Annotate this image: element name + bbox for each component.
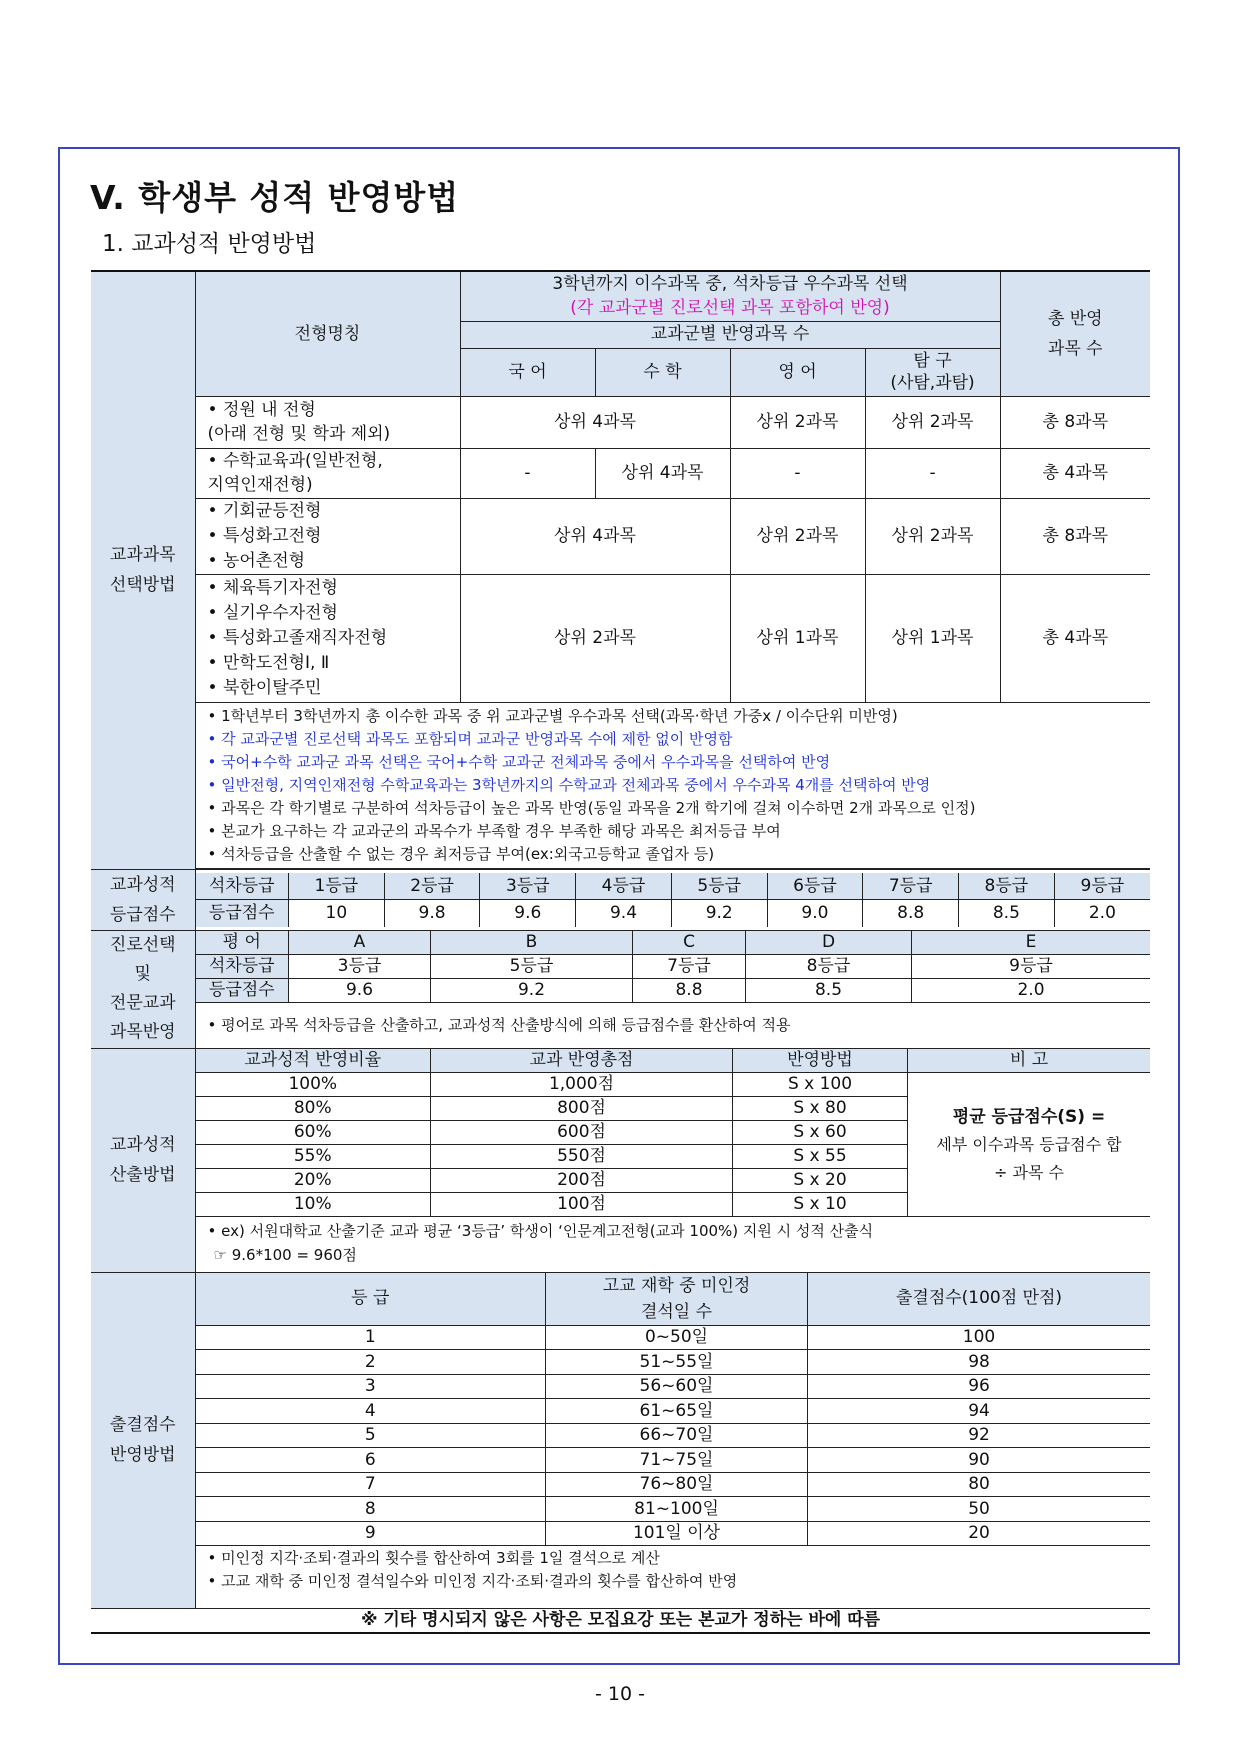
calc-cell: 60% <box>196 1121 431 1145</box>
calc-section-label: 교과성적 산출방법 <box>91 1048 195 1272</box>
grade-score-table-cell <box>195 869 1150 930</box>
career-table <box>196 931 1151 1047</box>
calc-cell: 80% <box>196 1097 431 1121</box>
row-athletic-names: • 체육특기자전형 • 실기우수자전형 • 특성화고졸재직자전형 • 만학도전형Ⅰ, Ⅱ • 북한이탈주민 <box>195 574 460 702</box>
attend-cell: 94 <box>808 1399 1151 1424</box>
attend-cell: 80 <box>808 1472 1151 1497</box>
calc-example: • ex) 서원대학교 산출기준 교과 평균 ‘3등급’ 학생이 ‘인문계고전형(교과 100%) 지원 시 성적 산출식 ☞ 9.6*100 = 960점 <box>196 1217 1151 1269</box>
grade-cell: 3등급 <box>480 873 576 900</box>
career-note: • 평어로 과목 석차등급을 산출하고, 교과성적 산출방식에 의해 등급점수를 환산하여 적용 <box>196 1003 1151 1047</box>
cell: 상위 2과목 <box>865 396 1000 448</box>
row-math-edu-name: • 수학교육과(일반전형, 지역인재전형) <box>195 448 460 498</box>
calc-cell: 1,000점 <box>431 1073 733 1097</box>
attend-cell: 56~60일 <box>546 1374 808 1399</box>
cell: - <box>730 448 865 498</box>
calc-header: 비 고 <box>908 1049 1151 1073</box>
attend-cell: 100 <box>808 1325 1151 1350</box>
row-regular-name: • 정원 내 전형 (아래 전형 및 학과 제외) <box>195 396 460 448</box>
career-score-label: 등급점수 <box>196 979 289 1003</box>
calc-table <box>196 1049 1151 1269</box>
grade-cell: 4등급 <box>576 873 672 900</box>
score-cell: 8.8 <box>863 900 959 927</box>
letter-cell: D <box>746 931 912 955</box>
career-table-cell <box>195 930 1150 1048</box>
calc-table-cell <box>195 1048 1150 1272</box>
cell: 상위 1과목 <box>865 574 1000 702</box>
attend-header: 고교 재학 중 미인정 결석일 수 <box>546 1273 808 1326</box>
attend-header: 출결점수(100점 만점) <box>808 1273 1151 1326</box>
score-cell: 10 <box>289 900 385 927</box>
cell: 총 8과목 <box>1000 498 1150 574</box>
attend-cell: 5 <box>196 1423 546 1448</box>
note-item: • 각 교과군별 진로선택 과목도 포함되며 교과군 반영과목 수에 제한 없이 반영함 <box>207 729 733 748</box>
attend-cell: 3 <box>196 1374 546 1399</box>
career-grade-cell: 3등급 <box>289 955 431 979</box>
attendance-table <box>196 1273 1151 1594</box>
attend-cell: 66~70일 <box>546 1423 808 1448</box>
letter-cell: B <box>431 931 633 955</box>
attend-cell: 92 <box>808 1423 1151 1448</box>
calc-cell: 800점 <box>431 1097 733 1121</box>
cell: 상위 2과목 <box>865 498 1000 574</box>
attend-cell: 96 <box>808 1374 1151 1399</box>
letter-cell: C <box>633 931 746 955</box>
career-score-cell: 2.0 <box>912 979 1151 1003</box>
cell: 상위 2과목 <box>730 396 865 448</box>
col-english: 영 어 <box>730 348 865 396</box>
calc-cell: 20% <box>196 1169 431 1193</box>
career-section-label: 진로선택 및 전문교과 과목반영 <box>91 930 195 1048</box>
career-grade-cell: 8등급 <box>746 955 912 979</box>
grade-cell: 1등급 <box>289 873 385 900</box>
page-number: - 10 - <box>595 1683 645 1705</box>
note-item: • 1학년부터 3학년까지 총 이수한 과목 중 위 교과군별 우수과목 선택(과목·학년 가중x / 이수단위 미반영) <box>207 706 898 725</box>
grade-policy-table <box>91 270 1150 1634</box>
col-inquiry: 탐 구 (사탐,과탐) <box>865 348 1000 396</box>
calc-cell: 10% <box>196 1193 431 1217</box>
selection-section-label: 교과과목 선택방법 <box>91 271 195 869</box>
score-row-label: 등급점수 <box>196 900 289 927</box>
header-total: 총 반영 과목 수 <box>1000 271 1150 396</box>
cell: 상위 4과목 <box>460 498 730 574</box>
attend-cell: 81~100일 <box>546 1497 808 1522</box>
cell: 총 4과목 <box>1000 448 1150 498</box>
score-cell: 9.0 <box>767 900 863 927</box>
cell: 총 8과목 <box>1000 396 1150 448</box>
attendance-notes: • 미인정 지각·조퇴·결과의 횟수를 합산하여 3회를 1일 결석으로 계산 • 고교 재학 중 미인정 결석일수와 미인정 지각·조퇴·결과의 횟수를 합산하여 반영 <box>196 1546 1151 1594</box>
header-top-line1: 3학년까지 이수과목 중, 석차등급 우수과목 선택 <box>460 271 1000 296</box>
career-grade-cell: 5등급 <box>431 955 633 979</box>
career-grade-cell: 7등급 <box>633 955 746 979</box>
score-cell: 9.8 <box>384 900 480 927</box>
calc-cell: S x 20 <box>733 1169 908 1193</box>
attend-cell: 1 <box>196 1325 546 1350</box>
page-title: V. 학생부 성적 반영방법 <box>90 178 460 217</box>
note-item: • 과목은 각 학기별로 구분하여 석차등급이 높은 과목 반영(동일 과목을 2개 학기에 걸쳐 이수하면 2개 과목으로 인정) <box>207 798 976 817</box>
attend-cell: 4 <box>196 1399 546 1424</box>
calc-cell: S x 100 <box>733 1073 908 1097</box>
score-cell: 2.0 <box>1054 900 1150 927</box>
cell: 상위 4과목 <box>460 396 730 448</box>
header-exam-name: 전형명칭 <box>195 271 460 396</box>
grade-cell: 6등급 <box>767 873 863 900</box>
attend-cell: 101일 이상 <box>546 1521 808 1546</box>
col-korean: 국 어 <box>460 348 595 396</box>
calc-cell: S x 55 <box>733 1145 908 1169</box>
grade-cell: 5등급 <box>671 873 767 900</box>
grade-cell: 9등급 <box>1054 873 1150 900</box>
attend-cell: 6 <box>196 1448 546 1473</box>
career-grade-cell: 9등급 <box>912 955 1151 979</box>
cell: - <box>865 448 1000 498</box>
career-score-cell: 8.5 <box>746 979 912 1003</box>
cell: - <box>460 448 595 498</box>
attendance-section-label: 출결점수 반영방법 <box>91 1272 195 1608</box>
footer-note: ※ 기타 명시되지 않은 사항은 모집요강 또는 본교가 정하는 바에 따름 <box>91 1608 1150 1633</box>
calc-cell: 550점 <box>431 1145 733 1169</box>
cell: 상위 4과목 <box>595 448 730 498</box>
career-score-cell: 9.2 <box>431 979 633 1003</box>
calc-header: 교과성적 반영비율 <box>196 1049 431 1073</box>
header-group-count: 교과군별 반영과목 수 <box>460 321 1000 348</box>
attendance-table-cell <box>195 1272 1150 1608</box>
score-cell: 9.4 <box>576 900 672 927</box>
remark-line: 평균 등급점수(S) = <box>952 1106 1106 1127</box>
note-item: • 일반전형, 지역인재전형 수학교육과는 3학년까지의 수학교과 전체과목 중에서 우수과목 4개를 선택하여 반영 <box>207 775 931 794</box>
attend-cell: 8 <box>196 1497 546 1522</box>
attend-cell: 61~65일 <box>546 1399 808 1424</box>
col-math: 수 학 <box>595 348 730 396</box>
cell: 상위 1과목 <box>730 574 865 702</box>
letter-cell: E <box>912 931 1151 955</box>
note-item: • 본교가 요구하는 각 교과군의 과목수가 부족할 경우 부족한 해당 과목은 최저등급 부여 <box>207 821 781 840</box>
career-score-cell: 8.8 <box>633 979 746 1003</box>
score-cell: 8.5 <box>959 900 1055 927</box>
letter-row-label: 평 어 <box>196 931 289 955</box>
calc-cell: 100점 <box>431 1193 733 1217</box>
attend-cell: 0~50일 <box>546 1325 808 1350</box>
attend-cell: 50 <box>808 1497 1151 1522</box>
attend-cell: 9 <box>196 1521 546 1546</box>
attend-cell: 71~75일 <box>546 1448 808 1473</box>
score-cell: 9.6 <box>480 900 576 927</box>
note-item: • 국어+수학 교과군 과목 선택은 국어+수학 교과군 전체과목 중에서 우수과목을 선택하여 반영 <box>207 752 831 771</box>
career-score-cell: 9.6 <box>289 979 431 1003</box>
attend-cell: 51~55일 <box>546 1350 808 1375</box>
calc-cell: 55% <box>196 1145 431 1169</box>
header-top-line2: (각 교과군별 진로선택 과목 포함하여 반영) <box>460 296 1000 321</box>
remark-line: ÷ 과목 수 <box>994 1162 1064 1182</box>
calc-header: 반영방법 <box>733 1049 908 1073</box>
grade-cell: 2등급 <box>384 873 480 900</box>
grade-row-label: 석차등급 <box>196 873 289 900</box>
attend-cell: 20 <box>808 1521 1151 1546</box>
cell: 상위 2과목 <box>730 498 865 574</box>
grade-cell: 8등급 <box>959 873 1055 900</box>
calc-cell: 600점 <box>431 1121 733 1145</box>
attend-cell: 76~80일 <box>546 1472 808 1497</box>
attend-cell: 90 <box>808 1448 1151 1473</box>
note-item: • 석차등급을 산출할 수 없는 경우 최저등급 부여(ex:외국고등학교 졸업자 등) <box>207 844 715 863</box>
calc-cell: S x 80 <box>733 1097 908 1121</box>
grade-cell: 7등급 <box>863 873 959 900</box>
letter-cell: A <box>289 931 431 955</box>
remark-line: 세부 이수과목 등급점수 합 <box>936 1134 1122 1154</box>
calc-cell: S x 60 <box>733 1121 908 1145</box>
selection-notes <box>195 702 1150 868</box>
score-cell: 9.2 <box>671 900 767 927</box>
calc-cell: 200점 <box>431 1169 733 1193</box>
row-equal-opportunity-names: • 기회균등전형 • 특성화고전형 • 농어촌전형 <box>195 498 460 574</box>
calc-header: 교과 반영총점 <box>431 1049 733 1073</box>
attend-cell: 98 <box>808 1350 1151 1375</box>
grade-section-label: 교과성적 등급점수 <box>91 869 195 930</box>
grade-score-table <box>196 873 1151 927</box>
attend-cell: 7 <box>196 1472 546 1497</box>
calc-remark <box>908 1073 1151 1217</box>
calc-cell: S x 10 <box>733 1193 908 1217</box>
section-title: 1. 교과성적 반영방법 <box>102 231 317 257</box>
calc-cell: 100% <box>196 1073 431 1097</box>
cell: 총 4과목 <box>1000 574 1150 702</box>
cell: 상위 2과목 <box>460 574 730 702</box>
attend-header: 등 급 <box>196 1273 546 1326</box>
attend-cell: 2 <box>196 1350 546 1375</box>
career-grade-label: 석차등급 <box>196 955 289 979</box>
